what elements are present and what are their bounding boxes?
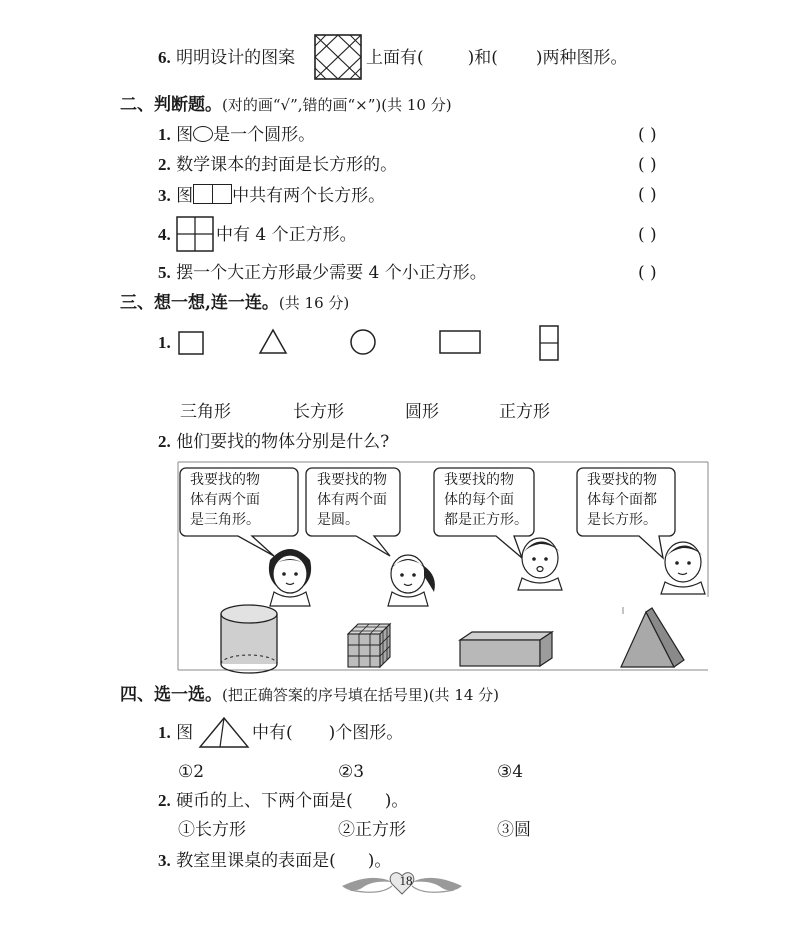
label-triangle[interactable]: 三角形: [180, 402, 231, 422]
section3-title: 三、想一想,连一连。: [120, 293, 279, 313]
section3-header: [120, 292, 349, 314]
label-square[interactable]: 正方形: [499, 402, 550, 422]
s4-q2-text-b: )。: [384, 791, 409, 811]
bubble-text-1: [190, 470, 260, 530]
rect-cell-2: [213, 184, 232, 204]
item-number: 2.: [158, 791, 171, 810]
rectangle-shape[interactable]: [440, 331, 480, 353]
s4-q1-answer: [252, 722, 403, 744]
q6-line: [158, 47, 295, 69]
answer-paren-3[interactable]: ( ): [638, 185, 657, 205]
section4-title: 四、选一选。: [120, 685, 222, 705]
s4-q1-line: [158, 722, 193, 744]
bubble-line: 都是正方形。: [444, 512, 528, 528]
answer-paren-2[interactable]: ( ): [638, 155, 657, 175]
circle-shape[interactable]: [351, 330, 375, 354]
s3-q2-line: [158, 431, 389, 453]
section2-note: (对的画“√”,错的画“×”)(共 10 分): [222, 96, 452, 114]
bubble-line: 是长方形。: [587, 512, 657, 528]
bubble-text-2: [317, 470, 387, 530]
answer-paren-5[interactable]: ( ): [638, 263, 657, 283]
bubble-line: 我要找的物: [317, 472, 387, 488]
four-square-figure: [176, 216, 214, 252]
s4-q1-option-3[interactable]: ③4: [497, 762, 524, 782]
s4-q3-text-b: )。: [367, 851, 392, 871]
answer-paren-4[interactable]: ( ): [638, 225, 657, 245]
item-number: 2.: [158, 432, 171, 451]
cylinder-illustration[interactable]: [221, 605, 277, 673]
label-rectangle[interactable]: 长方形: [293, 402, 344, 422]
s4-q1-text-b: 中有(: [252, 723, 293, 743]
label-circle[interactable]: 圆形: [405, 402, 439, 422]
s3-q1-number: [158, 332, 171, 354]
s4-q3-text-a: 教室里课桌的表面是(: [176, 851, 336, 871]
item-text-b: 中共有两个长方形。: [232, 186, 386, 206]
s4-q1-option-1[interactable]: ①2: [178, 762, 205, 782]
bubble-line: 是三角形。: [190, 512, 260, 528]
q6-text-b: 上面有(: [366, 48, 424, 68]
answer-paren-1[interactable]: ( ): [638, 125, 657, 145]
page-number: 18: [399, 873, 413, 888]
s4-q2-option-3[interactable]: ③圆: [497, 820, 531, 840]
child-1-illustration: [269, 549, 311, 606]
bubble-line: 我要找的物: [190, 472, 260, 488]
item-number: 4.: [158, 225, 171, 244]
bubble-text-4: [587, 470, 657, 530]
q6-text-c: )和(: [467, 48, 498, 68]
square-shape[interactable]: [179, 332, 203, 354]
item-number: 1.: [158, 333, 171, 352]
item-number: 3.: [158, 851, 171, 870]
item-text-a: 图: [176, 186, 194, 206]
item-text-b: 是一个圆形。: [213, 125, 316, 145]
bubble-line: 我要找的物: [587, 472, 657, 488]
bubble-line: 我要找的物: [444, 472, 514, 488]
rect-cell-1: [193, 184, 213, 204]
judge-item-4-text: 中有 4 个正方形。: [216, 225, 357, 245]
pattern-figure: [314, 34, 362, 80]
bubble-line: 体有两个面: [317, 492, 387, 508]
judge-item-4: [158, 224, 171, 246]
item-number: 1.: [158, 125, 171, 144]
judge-item-3: [158, 184, 385, 207]
item-text-a: 图: [176, 125, 194, 145]
judge-item-1: [158, 124, 315, 146]
shapes-row: [178, 326, 578, 366]
judge-item-5: [158, 262, 487, 284]
section2-title: 二、判断题。: [120, 95, 222, 115]
bubble-line: 体有两个面: [190, 492, 260, 508]
s4-q2-text-a: 硬币的上、下两个面是(: [176, 791, 353, 811]
bubble-line: 体每个面都: [587, 492, 657, 508]
q6-text-d: )两种图形。: [535, 48, 628, 68]
item-number: 5.: [158, 263, 171, 282]
triangle-shape[interactable]: [260, 330, 286, 353]
item-text-a: 数学课本的封面是长方形的。: [176, 155, 398, 175]
s3-q2-text: 他们要找的物体分别是什么?: [176, 432, 390, 452]
q6-text-a: 明明设计的图案: [176, 48, 296, 68]
s4-q1-text-c: )个图形。: [328, 723, 404, 743]
s4-q2-option-2[interactable]: ②正方形: [338, 820, 406, 840]
item-text-a: 摆一个大正方形最少需要 4 个小正方形。: [176, 263, 487, 283]
q6-answer-line: [366, 47, 628, 69]
bubble-line: 体的每个面: [444, 492, 514, 508]
section4-note: (把正确答案的序号填在括号里)(共 14 分): [222, 686, 500, 704]
circle-figure: [193, 126, 213, 142]
q6-number: 6.: [158, 48, 171, 67]
section4-header: [120, 684, 499, 706]
triangle-figure: [198, 716, 250, 750]
s4-q1-text-a: 图: [176, 723, 194, 743]
s4-q2-option-1[interactable]: ①长方形: [178, 820, 246, 840]
item-number: 2.: [158, 155, 171, 174]
item-number: 1.: [158, 723, 171, 742]
s4-q1-option-2[interactable]: ②3: [338, 762, 365, 782]
item-number: 3.: [158, 186, 171, 205]
bubble-line: 是圆。: [317, 512, 359, 528]
s4-q2-line: [158, 790, 408, 812]
cuboid-illustration[interactable]: [460, 632, 552, 666]
section2-header: [120, 94, 452, 116]
bubble-text-3: [444, 470, 528, 530]
judge-item-2: [158, 154, 397, 176]
cube-illustration[interactable]: [348, 624, 390, 667]
section3-note: (共 16 分): [278, 294, 350, 312]
